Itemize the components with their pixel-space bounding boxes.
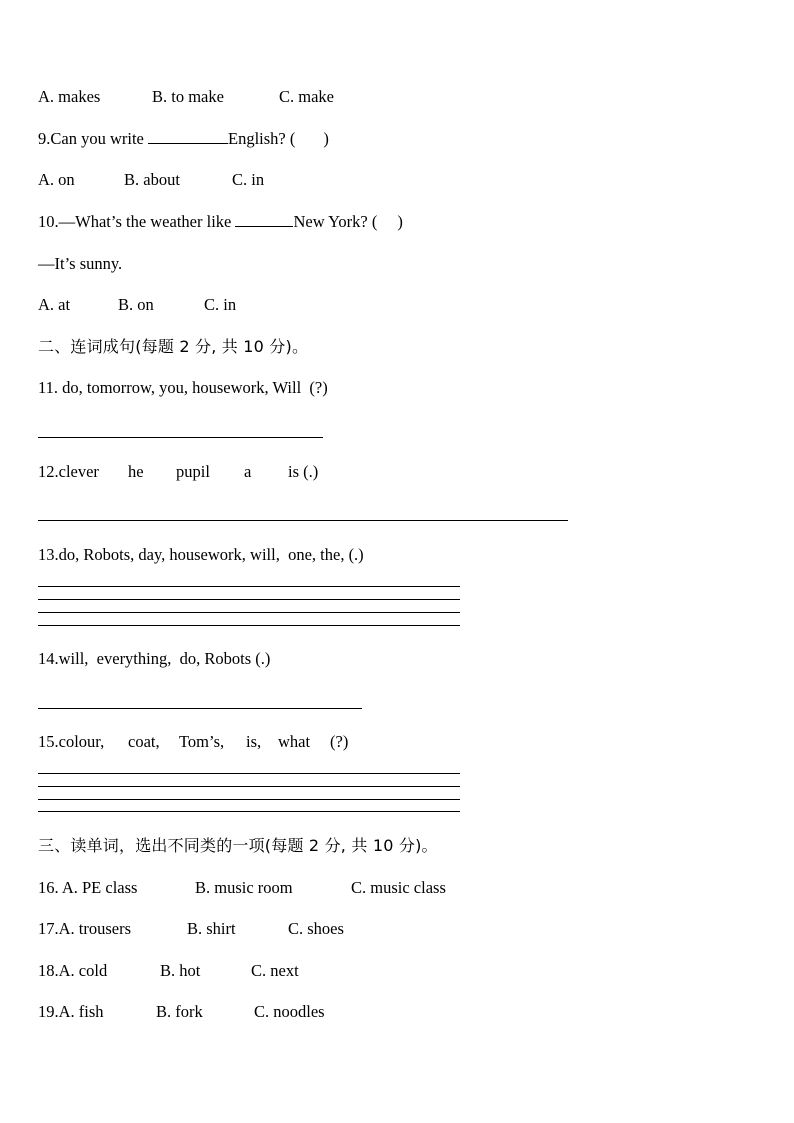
q15-answer-line[interactable] (38, 773, 460, 774)
q10-option-b: B. on (118, 295, 154, 314)
q11-answer-line[interactable] (38, 437, 323, 438)
q10-option-a: A. at (38, 295, 71, 314)
q10-close-paren: ) (397, 212, 403, 231)
q8-option-a: A. makes (38, 87, 101, 106)
q10-options (38, 295, 438, 315)
q12-word: is (.) (288, 462, 319, 481)
q9-option-a: A. on (38, 170, 75, 189)
q10-text-before: 10.—What’s the weather like (38, 212, 236, 231)
q8-options (38, 87, 438, 107)
q8-option-b: B. to make (152, 87, 224, 106)
section-2-heading: 二、连词成句(每题 2 分, 共 10 分)。 (38, 337, 309, 356)
q17-option-b: B. shirt (187, 919, 236, 938)
section-3-heading: 三、读单词，选出不同类的一项(每题 2 分, 共 10 分)。 (38, 836, 438, 855)
q12-word: he (128, 462, 144, 481)
q15-words (38, 732, 438, 752)
q13-answer-line[interactable] (38, 586, 460, 587)
q9-stem (38, 129, 329, 149)
q10-answer-line: —It’s sunny. (38, 254, 123, 273)
q19-option-b: B. fork (156, 1002, 203, 1021)
q10-stem (38, 212, 403, 232)
q10-text-after: New York? ( (293, 212, 378, 231)
q15-word: is, (246, 732, 262, 751)
q12-answer-line[interactable] (38, 520, 568, 521)
q14-answer-line[interactable] (38, 708, 362, 709)
q12-word: pupil (176, 462, 210, 481)
q18-options (38, 961, 538, 981)
q16-option-c: C. music class (351, 878, 446, 897)
q9-text-after: English? ( (227, 129, 296, 148)
q15-word: what (278, 732, 311, 751)
q10-option-c: C. in (204, 295, 237, 314)
q13-words: 13.do, Robots, day, housework, will, one, the, (.) (38, 545, 364, 564)
q16-options (38, 878, 538, 898)
q15-answer-line[interactable] (38, 811, 460, 812)
q19-options (38, 1002, 538, 1022)
q13-answer-line[interactable] (38, 612, 460, 613)
q18-option-b: B. hot (160, 961, 201, 980)
q13-answer-line[interactable] (38, 599, 460, 600)
q12-number-word: 12.clever (38, 462, 99, 481)
q19-option-a: 19.A. fish (38, 1002, 104, 1021)
q16-option-a: 16. A. PE class (38, 878, 138, 897)
q15-word: Tom’s, (179, 732, 225, 751)
q12-word: a (244, 462, 252, 481)
q8-option-c: C. make (279, 87, 334, 106)
q17-option-a: 17.A. trousers (38, 919, 132, 938)
q17-options (38, 919, 538, 939)
q18-option-a: 18.A. cold (38, 961, 108, 980)
q15-answer-line[interactable] (38, 799, 460, 800)
q15-number-word: 15.colour, (38, 732, 105, 751)
q9-answer-blank[interactable] (148, 129, 228, 144)
q9-text-before: 9.Can you write (38, 129, 148, 148)
q9-close-paren: ) (323, 129, 329, 148)
q13-answer-line[interactable] (38, 625, 460, 626)
q9-option-c: C. in (232, 170, 265, 189)
q17-option-c: C. shoes (288, 919, 344, 938)
q12-words (38, 462, 438, 482)
q9-option-b: B. about (124, 170, 180, 189)
q19-option-c: C. noodles (254, 1002, 325, 1021)
q18-option-c: C. next (251, 961, 299, 980)
q15-word: coat, (128, 732, 160, 751)
q15-word: (?) (330, 732, 349, 751)
q10-answer-blank[interactable] (235, 212, 293, 227)
q14-words: 14.will, everything, do, Robots (.) (38, 649, 271, 668)
q15-answer-line[interactable] (38, 786, 460, 787)
q11-words: 11. do, tomorrow, you, housework, Will (?) (38, 378, 328, 397)
q9-options (38, 170, 438, 190)
q16-option-b: B. music room (195, 878, 293, 897)
